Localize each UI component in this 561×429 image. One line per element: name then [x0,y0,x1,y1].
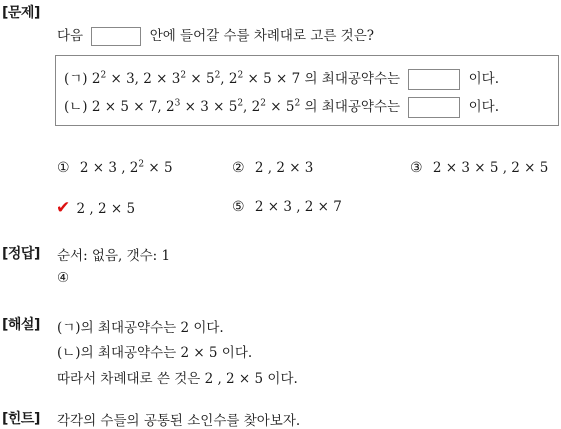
problem-label: [문제] [2,5,40,21]
choice-1[interactable] [57,160,173,176]
hint-text: 각각의 수들의 공통된 소인수를 찾아보자. [57,413,301,429]
condition-a-expr: $2^2 \times 3$, $2 \times 3^2 \times 5^2$, $2^2 \times 5 \times 7$ [91,70,301,87]
question-text [57,24,374,46]
condition-b-end: 이다. [468,99,500,115]
choice-3[interactable] [410,160,548,176]
condition-b-tail: 의 최대공약수는 [304,99,401,115]
question-blank [91,27,141,46]
choice-5[interactable] [232,199,342,215]
choice-4[interactable] [56,198,135,218]
explanation-line-3: 따라서 차례대로 쓴 것은 2 , 2 × 5 이다. [57,371,298,387]
choice-2-number: ② [232,160,245,176]
answer-label: [정답] [2,246,40,262]
question-after: 안에 들어갈 수를 차례대로 고른 것은? [149,28,374,44]
explanation-line-1: (ㄱ)의 최대공약수는 2 이다. [57,320,224,336]
choice-1-text: 2 × 3 , $2^2 \times 5$ [79,159,173,176]
condition-a [64,67,499,90]
choice-2-text: 2 , 2 × 3 [254,160,314,176]
condition-a-end: 이다. [468,71,500,87]
choice-2[interactable] [232,160,313,176]
explanation-label: [해설] [2,317,40,333]
condition-a-tail: 의 최대공약수는 [304,71,401,87]
condition-b-expr: 2 × 5 × 7, $2^3 \times 3 \times 5^2$, $2^2 \times 5^2$ [91,98,301,115]
explanation-line-2: (ㄴ)의 최대공약수는 2 × 5 이다. [57,345,253,361]
choice-3-text: 2 × 3 × 5 , 2 × 5 [432,160,549,176]
checkmark-icon: ✔ [56,198,71,218]
choice-5-text: 2 × 3 , 2 × 7 [254,199,342,215]
condition-b-blank [408,97,460,118]
condition-a-marker: (ㄱ) [64,71,88,87]
choice-1-number: ① [57,160,70,176]
condition-b [64,95,499,118]
condition-a-blank [408,69,460,90]
choice-5-number: ⑤ [232,199,245,215]
choice-3-number: ③ [410,160,423,176]
answer-line-1: 순서: 없음, 갯수: 1 [57,248,171,264]
hint-label: [힌트] [2,411,40,427]
condition-b-marker: (ㄴ) [64,99,88,115]
question-before: 다음 [57,28,84,44]
answer-line-2: ④ [57,270,70,286]
choice-4-text: 2 , 2 × 5 [76,201,136,217]
